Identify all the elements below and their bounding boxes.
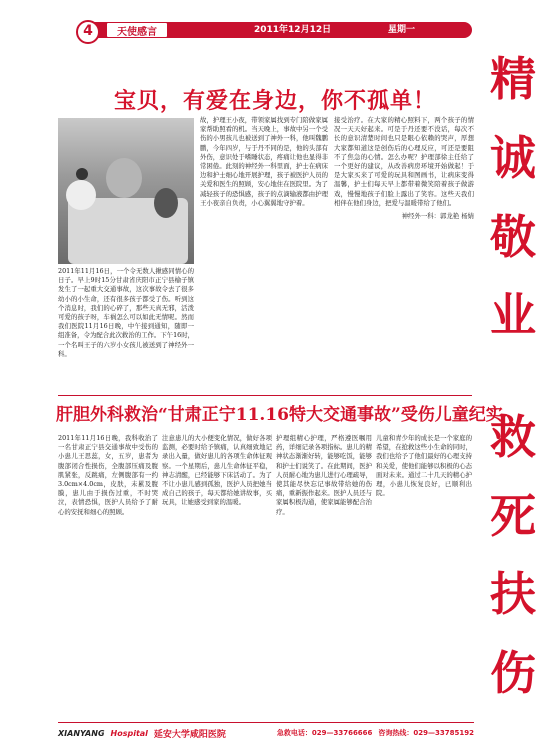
photo-teddy-bear: [66, 180, 96, 210]
article1-column-2: 故，护理王小夜，带领家属找到专门陪做家属家帮助照看的机。当天晚上，事故中另一个受伤的小男孩儿也被送到了神外一科，他叫魏鹏鹏，今年四岁，与于丹不同的是，他的头部有外伤，意识处于嗜睡状态，疼痛让他也显得非常困倦。此刻的神经外一科里面，护士在病床边和护士细心地开展护理，孩子被医护人员的关爱和医生的照顾，安心地住在医院里。为了减轻孩子的恐惧感，孩子的点滴输液都由护理王小夜亲自负责，小心翼翼地守护着。: [200, 116, 328, 207]
issue-weekday: 星期一: [388, 25, 416, 35]
article1-column-3-text: 接受治疗。在大家的精心照料下，两个孩子的情况一天天好起来。可是于丹还要不没话，每次不长的意识清楚时间也只是眼心依赖的哭声，厚想大家都知道这是创伤后的心理反应，可还是要阻不了焦急的心情。怎么办呢？护理部徐主任给了一个更好的建议，从改善病房环境开始做起！于是大家买来了可爱的玩具和图画书，让病床变得温馨，护士们每天早上都带着微笑陪着孩子做游戏，慢慢地孩子们脸上露出了笑容。这些天我们相伴在他们身边，把爱与温暖带给了他们。: [334, 116, 474, 207]
photo-toy: [154, 188, 178, 218]
footer-consult-phone: 咨询热线：029—33785192: [378, 729, 474, 737]
article1-column-3: [334, 116, 474, 393]
footer-brand-en: XIANYANG: [58, 728, 105, 738]
motto-char: 业: [490, 288, 536, 343]
footer: [58, 726, 474, 740]
issue-date: 2011年12月12日: [254, 25, 332, 35]
footer-brand-cn: 延安大学咸阳医院: [153, 729, 226, 740]
motto-char: 伤: [490, 646, 536, 700]
motto-char: 扶: [490, 567, 536, 622]
photo-teddy-ear: [76, 168, 88, 180]
issue-number-badge: [76, 20, 100, 44]
footer-emergency-phone: 急救电话：029—33766666: [276, 729, 373, 737]
motto-char: 诚: [490, 130, 536, 185]
footer-rule: [58, 722, 474, 723]
article2-column-4: 儿童和青少年的成长是一个家庭的希望，在抢救这些小生命的同时，我们也给予了他们最好的心理支持和关爱，使他们能够以积极的心态面对未来。通过二十几天的精心护理，小患儿恢复良好，已顺利出院。: [376, 434, 472, 498]
article2-column-3: 护理组精心护理，严格遵医嘱用药，详细记录各项指标。患儿的精神状态渐渐好转，能够吃饭，能够和护士们说笑了。在此期间，医护人员耐心地为患儿进行心理疏导，使其能尽快忘记事故带给她的伤痛，重新振作起来。医护人员还与家属积极沟通，使家属能够配合治疗。: [276, 434, 372, 516]
motto-char: 救: [490, 409, 536, 464]
motto-char: 敬: [490, 209, 536, 264]
article2-column-2: 注意患儿的大小便变化情况，做好各项监测，必要时给予镇痛，认真细致地记录出入量，做好患儿的各项生命体征观察。一个星期后，患儿生命体征平稳，神志清醒，已经能够下床活动了。为了不让小患儿感到孤独，医护人员把她当成自己的孩子，每天都给她讲故事，买玩具，让她感受到家的温暖。: [162, 434, 272, 507]
motto-char: 精: [490, 52, 536, 106]
article1-byline: 神经外一科：郭龙艳 杨婧: [401, 212, 474, 221]
issue-number: 4: [83, 23, 93, 39]
photo-child: [106, 158, 142, 198]
footer-brand-en2: Hospital: [110, 728, 148, 738]
article2-title: 肝胆外科救治“甘肃正宁11.16特大交通事故”受伤儿童纪实: [56, 405, 503, 425]
article-divider: [58, 395, 472, 396]
motto-char: 死: [490, 488, 536, 543]
motto-column: [480, 52, 546, 700]
section-title: 天使感言: [106, 22, 168, 38]
article1-column-1: 2011年11月16日，一个令无数人揪感同情心的日子。早上9时15分甘肃省庆阳市正宁县榆子镇发生了一起重大交通事故，这次事故令去了很多幼小的小生命，还有很多孩子都受了伤。听到这个消息时，我们的心碎了，那些天真无邪，活泼可爱的孩子呀，车祸怎么可以如此无情呢。然而我们医院11月16日晚，中午接到通知，随即一组准备，令为配合此次救治的工作。下午16时，一个名叫王子的六岁小女孩儿被送到了神经外一科。: [58, 267, 194, 358]
article2-column-1: 2011年11月16日晚，我科收治了一名甘肃正宁县交通事故中受伤的小患儿王思蕊，女，五岁，患者为腹部闭合性损伤，全腹部压痛及腹肌紧张，反跳痛，左侧腹部有一约3.0cm×4.0cm，皮肤，未累及腹膜，患儿由于损伤过重，不时哭泣，表情恐惧，医护人员给予了耐心的安抚和细心的照顾。: [58, 434, 158, 516]
hospital-photo: [58, 118, 194, 264]
article1-title: 宝贝，有爱在身边，你不孤单！: [113, 88, 436, 114]
